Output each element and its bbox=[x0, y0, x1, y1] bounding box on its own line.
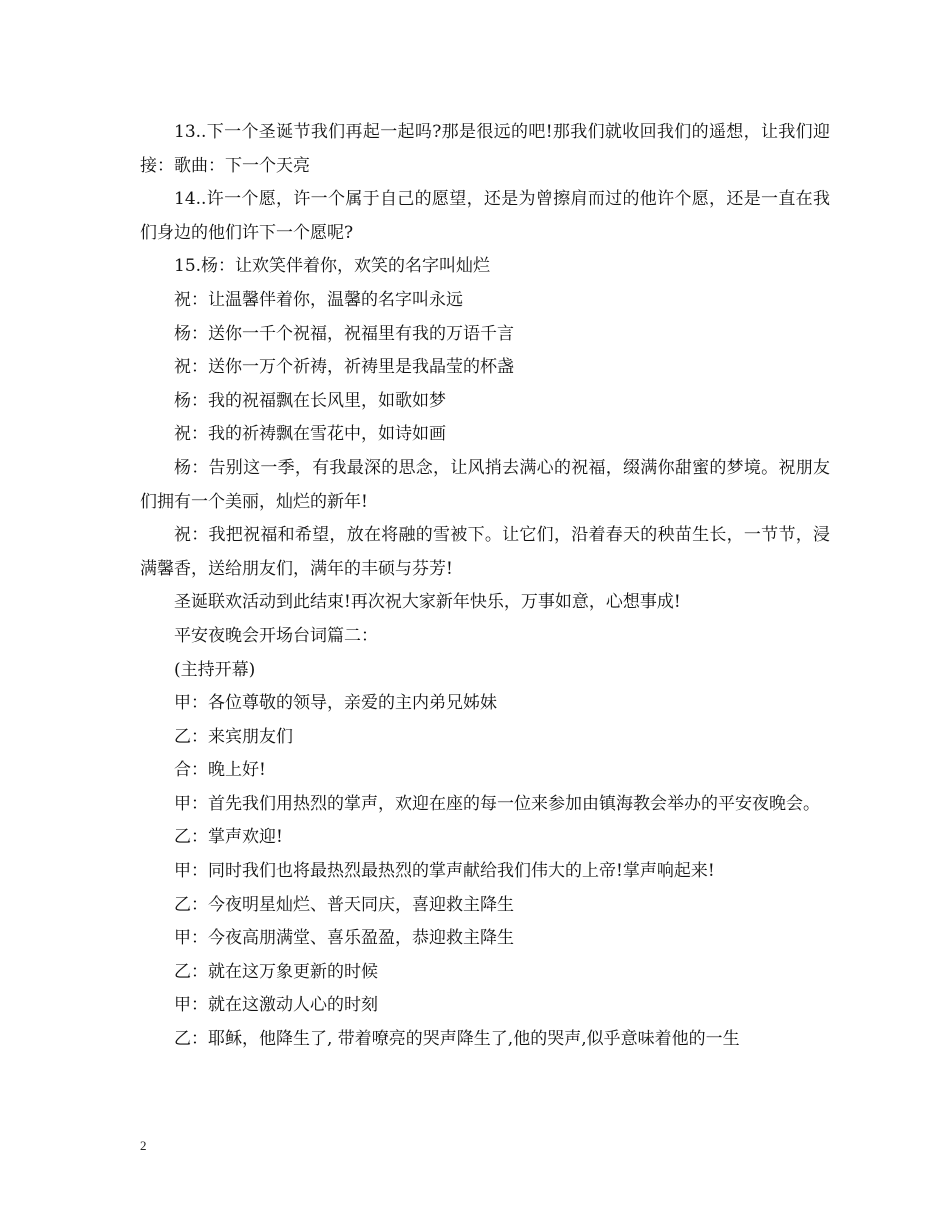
dialogue-line: 乙：今夜明星灿烂、普天同庆，喜迎救主降生 bbox=[174, 894, 514, 915]
dialogue-line: 祝：送你一万个祈祷，祈祷里是我晶莹的杯盏 bbox=[174, 357, 514, 378]
dialogue-line: 乙：耶稣，他降生了, 带着嘹亮的哭声降生了,他的哭声,似乎意味着他的一生 bbox=[174, 1029, 740, 1050]
dialogue-line: 祝：我的祈祷飘在雪花中，如诗如画 bbox=[174, 424, 446, 445]
closing-line: 圣诞联欢活动到此结束!再次祝大家新年快乐，万事如意，心想事成! bbox=[174, 592, 681, 613]
paragraph-15: 15.杨：让欢笑伴着你，欢笑的名字叫灿烂 bbox=[174, 256, 491, 277]
dialogue-line: 乙：来宾朋友们 bbox=[174, 726, 293, 747]
paragraph-14: 14..许一个愿，许一个属于自己的愿望，还是为曾擦肩而过的他许个愿，还是一直在我们身边的他们许下一个愿呢? bbox=[140, 189, 830, 243]
dialogue-line: 甲：首先我们用热烈的掌声，欢迎在座的每一位来参加由镇海教会举办的平安夜晚会。 bbox=[174, 793, 820, 814]
dialogue-line: 杨：告别这一季，有我最深的思念，让风捎去满心的祝福，缀满你甜蜜的梦境。祝朋友们拥有一个美丽，灿烂的新年! bbox=[140, 457, 830, 512]
dialogue-line: 甲：今夜高朋满堂、喜乐盈盈，恭迎救主降生 bbox=[174, 928, 514, 949]
dialogue-line: 甲：各位尊敬的领导，亲爱的主内弟兄姊妹 bbox=[174, 693, 497, 714]
page-number: 2 bbox=[140, 1138, 147, 1153]
dialogue-line: 乙：就在这万象更新的时候 bbox=[174, 961, 378, 982]
dialogue-line: 祝：我把祝福和希望，放在将融的雪被下。让它们，沿着春天的秧苗生长，一节节，浸满馨香，送给朋友们，满年的丰硕与芬芳! bbox=[140, 525, 830, 579]
dialogue-line: 杨：送你一千个祝福，祝福里有我的万语千言 bbox=[174, 323, 514, 344]
section-heading: 平安夜晚会开场台词篇二： bbox=[174, 625, 378, 646]
paragraph-13: 13..下一个圣诞节我们再起一起吗?那是很远的吧!那我们就收回我们的遥想，让我们迎接：歌曲：下一个天亮 bbox=[140, 122, 830, 176]
document-body bbox=[140, 116, 830, 1057]
dialogue-line: 合：晚上好! bbox=[174, 760, 266, 781]
dialogue-line: 乙：掌声欢迎! bbox=[174, 827, 283, 848]
dialogue-line: 祝：让温馨伴着你，温馨的名字叫永远 bbox=[174, 289, 463, 310]
dialogue-line: 甲：同时我们也将最热烈最热烈的掌声献给我们伟大的上帝!掌声响起来! bbox=[174, 861, 715, 882]
stage-direction: (主持开幕) bbox=[174, 659, 256, 680]
dialogue-line: 杨：我的祝福飘在长风里，如歌如梦 bbox=[174, 390, 446, 411]
dialogue-line: 甲：就在这激动人心的时刻 bbox=[174, 995, 378, 1016]
